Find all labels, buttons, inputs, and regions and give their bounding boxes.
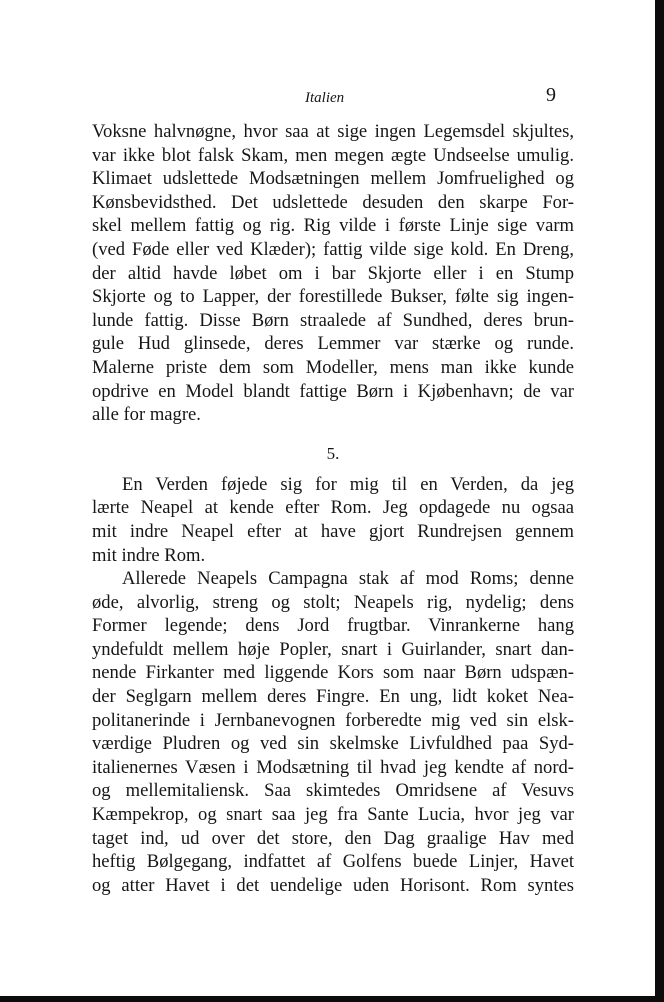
text-line: der Seglgarn mellem deres Fingre. En ung, lidt koket Nea- <box>92 686 574 708</box>
text-line: Kønsbevidsthed. Det udslettede desuden den skarpe For- <box>92 191 574 213</box>
text-line: værdige Pludren og ved sin skelmske Livfuldhed paa Syd- <box>92 733 574 755</box>
paragraph <box>92 120 574 427</box>
page-number: 9 <box>546 84 556 106</box>
text-line: taget ind, ud over det store, den Dag graalige Hav med <box>92 827 574 849</box>
text-line: En Verden føjede sig for mig til en Verden, da jeg <box>122 473 574 495</box>
text-line: yndefuldt mellem høje Popler, snart i Guirlander, snart dan- <box>92 638 574 660</box>
scan-edge-right <box>655 0 664 1002</box>
body-text <box>92 120 574 897</box>
text-line: mit indre Rom. <box>92 544 206 566</box>
text-line: Malerne priste dem som Modeller, mens man ikke kunde <box>92 356 574 378</box>
text-line: italienernes Væsen i Modsætning til hvad jeg kendte af nord- <box>92 756 574 778</box>
text-line: politanerinde i Jernbanevognen forberedte mig ved sin elsk- <box>92 709 574 731</box>
text-line: og mellemitaliensk. Saa skimtedes Omridsene af Vesuvs <box>92 780 574 802</box>
text-line: Kæmpekrop, og snart saa jeg fra Sante Lucia, hvor jeg var <box>92 804 574 826</box>
text-line: (ved Føde eller ved Klæder); fattig vilde sige kold. En Dreng, <box>92 238 574 260</box>
text-line: mit indre Neapel efter at have gjort Rundrejsen gennem <box>92 520 574 542</box>
text-line: øde, alvorlig, streng og stolt; Neapels rig, nydelig; dens <box>92 591 574 613</box>
text-line: opdrive en Model blandt fattige Børn i Kjøbenhavn; de var <box>92 380 574 402</box>
text-line: lunde fattig. Disse Børn straalede af Sundhed, deres brun- <box>92 309 574 331</box>
section-number: 5. <box>326 443 340 463</box>
text-line: gule Hud glinsede, deres Lemmer var stærke og runde. <box>92 333 574 355</box>
scan-edge-bottom <box>0 996 664 1002</box>
paragraph <box>92 567 574 897</box>
running-title: Italien <box>305 90 345 106</box>
text-line: lærte Neapel at kende efter Rom. Jeg opdagede nu ogsaa <box>92 497 574 519</box>
text-line: var ikke blot falsk Skam, men megen ægte Undseelse umulig. <box>92 144 574 166</box>
text-line: alle for magre. <box>92 404 201 426</box>
text-line: Former legende; dens Jord frugtbar. Vinrankerne hang <box>92 615 574 637</box>
text-line: og atter Havet i det uendelige uden Horisont. Rom syntes <box>92 874 574 896</box>
text-line: Skjorte og to Lapper, der forestillede Bukser, følte sig ingen- <box>92 286 574 308</box>
text-line: Klimaet udslettede Modsætningen mellem Jomfruelighed og <box>92 168 574 190</box>
text-line: der altid havde løbet om i bar Skjorte eller i en Stump <box>92 262 574 284</box>
text-line: nende Firkanter med liggende Kors som naar Børn udspæn- <box>92 662 574 684</box>
text-line: Allerede Neapels Campagna stak af mod Roms; denne <box>122 568 574 590</box>
paragraph <box>92 473 574 567</box>
text-line: Voksne halvnøgne, hvor saa at sige ingen Legemsdel skjultes, <box>92 121 574 142</box>
text-line: skel mellem fattig og rig. Rig vilde i første Linje sige varm <box>92 215 574 237</box>
text-line: heftig Bølgegang, indfattet af Golfens buede Linjer, Havet <box>92 851 574 873</box>
